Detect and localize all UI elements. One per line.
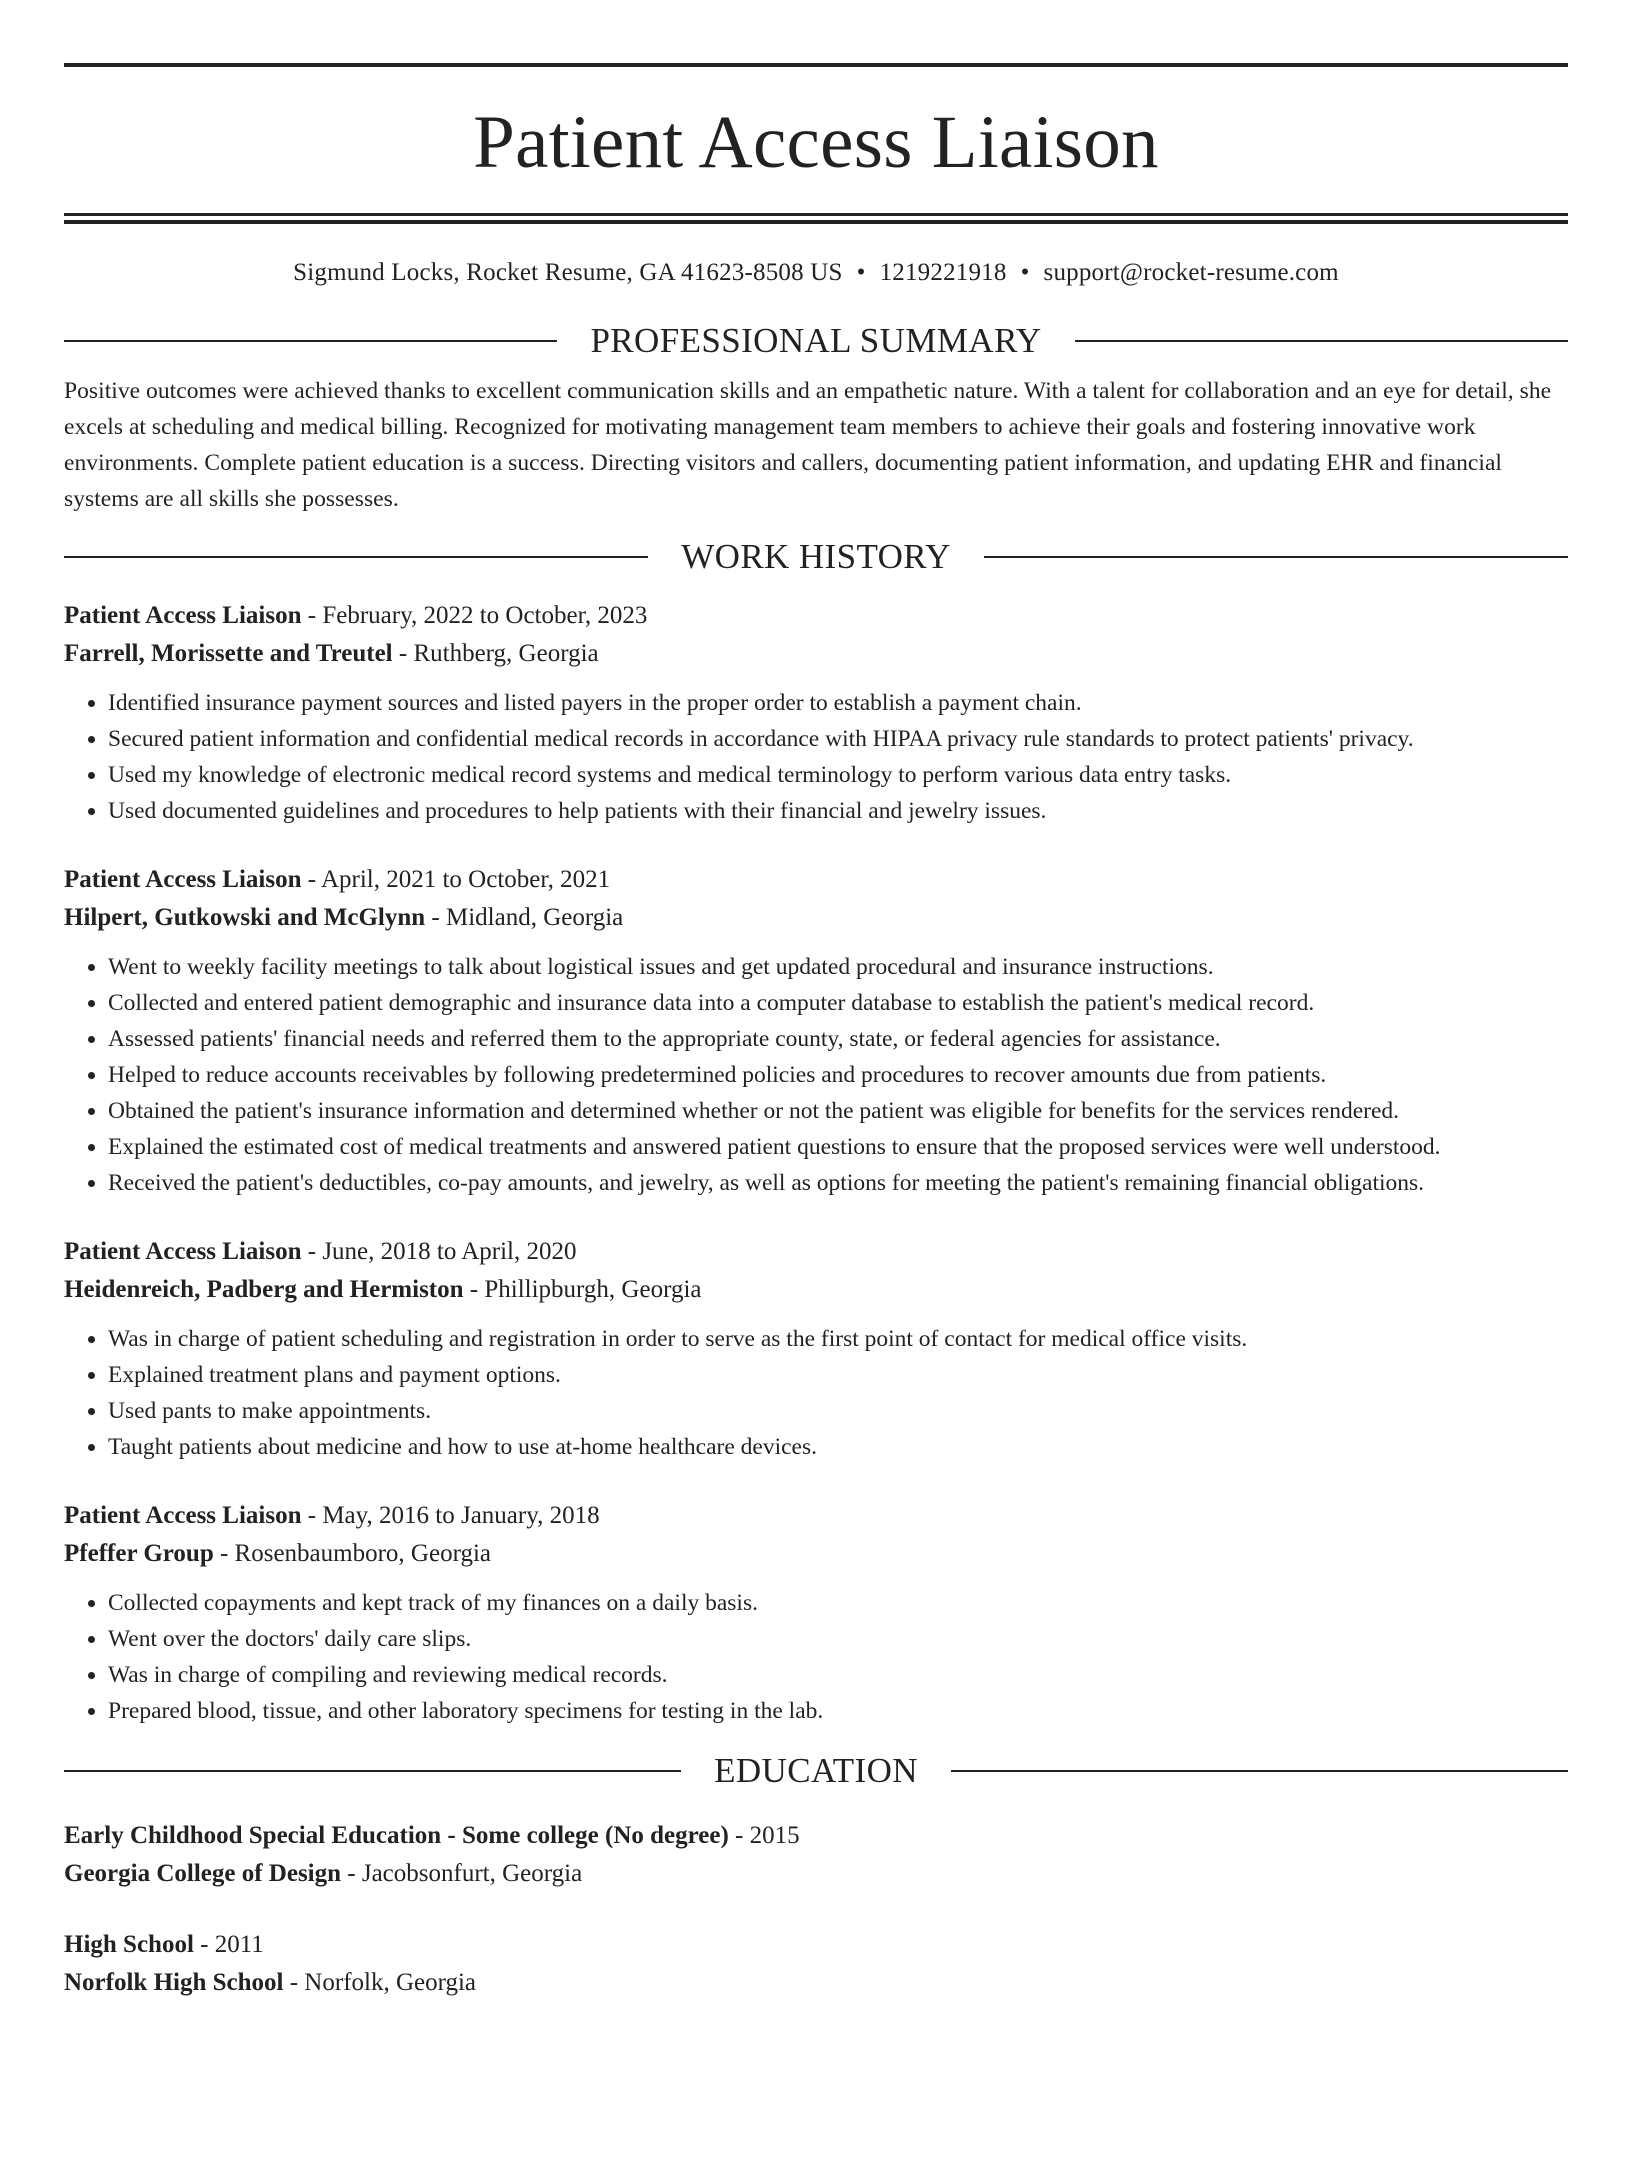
job-company-line — [64, 635, 1568, 673]
education-school-line — [64, 1964, 1568, 2002]
job-dates: - February, 2022 to October, 2023 — [301, 602, 648, 629]
resume-page — [0, 63, 1632, 2175]
education-degree-line — [64, 1926, 1568, 1964]
job-title: Patient Access Liaison — [64, 1502, 302, 1529]
education-school-line — [64, 1855, 1568, 1893]
education-entry — [64, 1926, 1568, 2002]
job-bullet: • Was in charge of patient scheduling and registration in order to serve as the first point of contact for medical office visits. — [108, 1321, 1568, 1357]
job-bullet: • Prepared blood, tissue, and other laboratory specimens for testing in the lab. — [108, 1693, 1568, 1729]
job-title-line — [64, 597, 1568, 635]
job-location: - Phillipburgh, Georgia — [463, 1276, 702, 1303]
page-title: Patient Access Liaison — [473, 101, 1159, 184]
education-heading — [64, 1751, 1568, 1791]
work-history-heading-label: WORK HISTORY — [681, 537, 951, 576]
education-year: - 2011 — [193, 1931, 264, 1958]
education-degree: High School — [64, 1931, 194, 1958]
heading-rule-left — [64, 340, 557, 342]
education-location: - Norfolk, Georgia — [283, 1969, 477, 1996]
job-bullets — [64, 1321, 1568, 1465]
job-title: Patient Access Liaison — [64, 1238, 302, 1265]
job-bullet: • Helped to reduce accounts receivables by following predetermined policies and procedures to recover amounts due from patients. — [108, 1057, 1568, 1093]
education-degree-line — [64, 1817, 1568, 1855]
work-history-heading — [64, 537, 1568, 577]
job-bullet: • Collected and entered patient demographic and insurance data into a computer database to establish the patient's medical record. — [108, 985, 1568, 1021]
contact-separator: • — [1020, 259, 1030, 286]
job-bullet: • Was in charge of compiling and reviewing medical records. — [108, 1657, 1568, 1693]
job-location: - Midland, Georgia — [425, 904, 624, 931]
job-company-line — [64, 899, 1568, 937]
heading-rule-right — [1075, 340, 1568, 342]
job-company: Heidenreich, Padberg and Hermiston — [64, 1276, 464, 1303]
job-bullet: • Secured patient information and confidential medical records in accordance with HIPAA privacy rule standards to protect patients' privacy. — [108, 721, 1568, 757]
job-bullet: • Explained the estimated cost of medical treatments and answered patient questions to ensure that the proposed services were well understood. — [108, 1129, 1568, 1165]
job-bullets — [64, 685, 1568, 829]
job-company-line — [64, 1535, 1568, 1573]
education-school: Norfolk High School — [64, 1969, 284, 1996]
heading-rule-left — [64, 556, 648, 558]
job-entry — [64, 597, 1568, 829]
heading-rule-left — [64, 1770, 681, 1772]
job-bullet: • Used pants to make appointments. — [108, 1393, 1568, 1429]
heading-rule-right — [984, 556, 1568, 558]
job-dates: - May, 2016 to January, 2018 — [301, 1502, 600, 1529]
job-title: Patient Access Liaison — [64, 866, 302, 893]
job-location: - Ruthberg, Georgia — [392, 640, 599, 667]
contact-email: support@rocket-resume.com — [1043, 259, 1339, 286]
title-double-rule — [64, 213, 1568, 224]
job-title-line — [64, 1233, 1568, 1271]
top-rule — [64, 63, 1568, 67]
job-dates: - June, 2018 to April, 2020 — [301, 1238, 577, 1265]
job-bullet: • Obtained the patient's insurance information and determined whether or not the patient was eligible for benefits for the services rendered. — [108, 1093, 1568, 1129]
summary-heading — [64, 321, 1568, 361]
job-title-line — [64, 1497, 1568, 1535]
job-company-line — [64, 1271, 1568, 1309]
job-company: Farrell, Morissette and Treutel — [64, 640, 393, 667]
job-bullet: • Used documented guidelines and procedures to help patients with their financial and jewelry issues. — [108, 793, 1568, 829]
job-entry — [64, 861, 1568, 1201]
job-entry — [64, 1233, 1568, 1465]
education-location: - Jacobsonfurt, Georgia — [341, 1860, 583, 1887]
job-dates: - April, 2021 to October, 2021 — [301, 866, 611, 893]
job-location: - Rosenbaumboro, Georgia — [213, 1540, 491, 1567]
job-bullet: • Taught patients about medicine and how to use at-home healthcare devices. — [108, 1429, 1568, 1465]
heading-rule-right — [951, 1770, 1568, 1772]
job-entry — [64, 1497, 1568, 1729]
contact-line — [64, 258, 1568, 288]
summary-text: Positive outcomes were achieved thanks to excellent communication skills and an empathetic nature. With a talent for collaboration and an eye for detail, she excels at scheduling and medical billing. Recognized for motivating management team members to achieve their goals and fostering innovative work environments. Complete patient education is a success. Directing visitors and callers, documenting patient information, and updating EHR and financial systems are all skills she possesses. — [64, 378, 1552, 512]
job-bullet: • Received the patient's deductibles, co-pay amounts, and jewelry, as well as options for meeting the patient's remaining financial obligations. — [108, 1165, 1568, 1201]
contact-address: Sigmund Locks, Rocket Resume, GA 41623-8508 US — [293, 259, 843, 286]
education-degree: Early Childhood Special Education - Some college (No degree) — [64, 1822, 729, 1849]
job-company: Pfeffer Group — [64, 1540, 214, 1567]
education-entry — [64, 1817, 1568, 1893]
job-bullets — [64, 949, 1568, 1201]
education-school: Georgia College of Design — [64, 1860, 342, 1887]
job-bullet: • Used my knowledge of electronic medical record systems and medical terminology to perform various data entry tasks. — [108, 757, 1568, 793]
job-title: Patient Access Liaison — [64, 602, 302, 629]
job-bullet: • Went to weekly facility meetings to talk about logistical issues and get updated procedural and insurance instructions. — [108, 949, 1568, 985]
job-bullets — [64, 1585, 1568, 1729]
job-bullet: • Assessed patients' financial needs and referred them to the appropriate county, state, or federal agencies for assistance. — [108, 1021, 1568, 1057]
job-bullet: • Identified insurance payment sources and listed payers in the proper order to establish a payment chain. — [108, 685, 1568, 721]
summary-heading-label: PROFESSIONAL SUMMARY — [590, 321, 1042, 360]
job-bullet: • Collected copayments and kept track of my finances on a daily basis. — [108, 1585, 1568, 1621]
job-company: Hilpert, Gutkowski and McGlynn — [64, 904, 426, 931]
contact-separator: • — [856, 259, 866, 286]
job-bullet: • Explained treatment plans and payment options. — [108, 1357, 1568, 1393]
contact-phone: 1219221918 — [879, 259, 1007, 286]
education-year: - 2015 — [728, 1822, 800, 1849]
job-bullet: • Went over the doctors' daily care slips. — [108, 1621, 1568, 1657]
job-title-line — [64, 861, 1568, 899]
education-heading-label: EDUCATION — [714, 1751, 918, 1790]
